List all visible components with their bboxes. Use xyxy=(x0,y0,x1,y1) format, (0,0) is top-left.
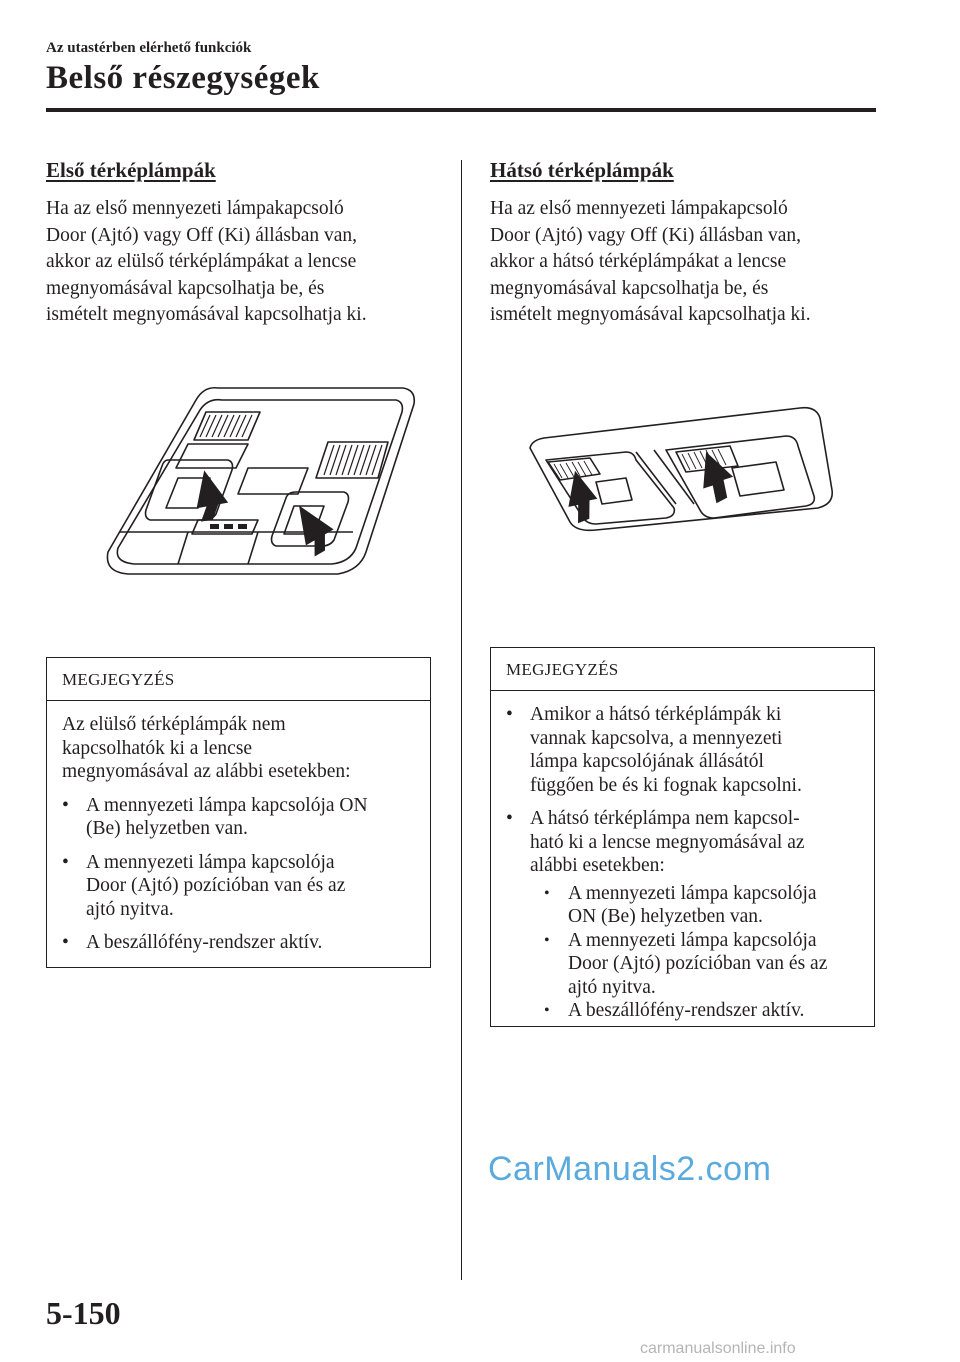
front-map-lamps-text: Ha az első mennyezeti lámpakapcsoló Door (Ajtó) vagy Off (Ki) állásban van, akkor az elülső térképlámpákat a lencse megnyomásával kapcsolhatja be, és ismételt megnyomásával kapcsolhatja ki. xyxy=(46,198,367,325)
rear-map-lamps-heading: Hátsó térképlámpák xyxy=(490,158,674,182)
front-note-intro: Az elülső térképlámpák nem kapcsolhatók ki a lencse megnyomásával az alábbi esetekben: xyxy=(62,714,351,782)
page-title: Belső részegységek xyxy=(46,60,320,96)
front-note-bullet: • A mennyezeti lámpa kapcsolója Door (Ajtó) pozícióban van és az ajtó nyitva. xyxy=(62,851,346,920)
front-note-title: MEGJEGYZÉS xyxy=(47,658,430,701)
rear-note-bullet: • A hátsó térképlámpa nem kapcsol- ható ki a lencse megnyomásával az alábbi esetekben: xyxy=(506,808,805,876)
column-divider xyxy=(461,160,462,1280)
front-map-lamp-illustration xyxy=(98,382,438,592)
watermark: CarManuals2.com xyxy=(488,1150,772,1188)
rear-note-title: MEGJEGYZÉS xyxy=(491,648,874,691)
front-map-lamps-heading: Első térképlámpák xyxy=(46,158,216,182)
rear-map-lamp-illustration xyxy=(526,404,836,534)
rear-map-lamps-text: Ha az első mennyezeti lámpakapcsoló Door (Ajtó) vagy Off (Ki) állásban van, akkor a hátsó térképlámpákat a lencse megnyomásával kapcsolhatja be, és ismételt megnyomásával kapcsolhatja ki. xyxy=(490,198,811,325)
front-note-bullet: • A beszállófény-rendszer aktív. xyxy=(62,932,323,953)
footer-site: carmanualsonline.info xyxy=(640,1340,796,1357)
rear-note-bullet: • Amikor a hátsó térképlámpák ki vannak kapcsolva, a mennyezeti lámpa kapcsolójának állásától függően be és ki fognak kapcsolni. xyxy=(506,704,802,796)
page-number: 5-150 xyxy=(46,1295,121,1331)
section-label: Az utastérben elérhető funkciók xyxy=(46,40,252,56)
rear-note-sub-bullet: • A beszállófény-rendszer aktív. xyxy=(544,1000,805,1021)
front-note-bullet: • A mennyezeti lámpa kapcsolója ON (Be) helyzetben van. xyxy=(62,794,368,839)
heading-rule xyxy=(46,108,876,112)
front-note-box xyxy=(46,657,431,968)
rear-note-sub-bullet: • A mennyezeti lámpa kapcsolója Door (Ajtó) pozícióban van és az ajtó nyitva. xyxy=(544,929,828,998)
rear-note-sub-bullet: • A mennyezeti lámpa kapcsolója ON (Be) helyzetben van. xyxy=(544,882,817,927)
rear-note-box xyxy=(490,647,875,1027)
